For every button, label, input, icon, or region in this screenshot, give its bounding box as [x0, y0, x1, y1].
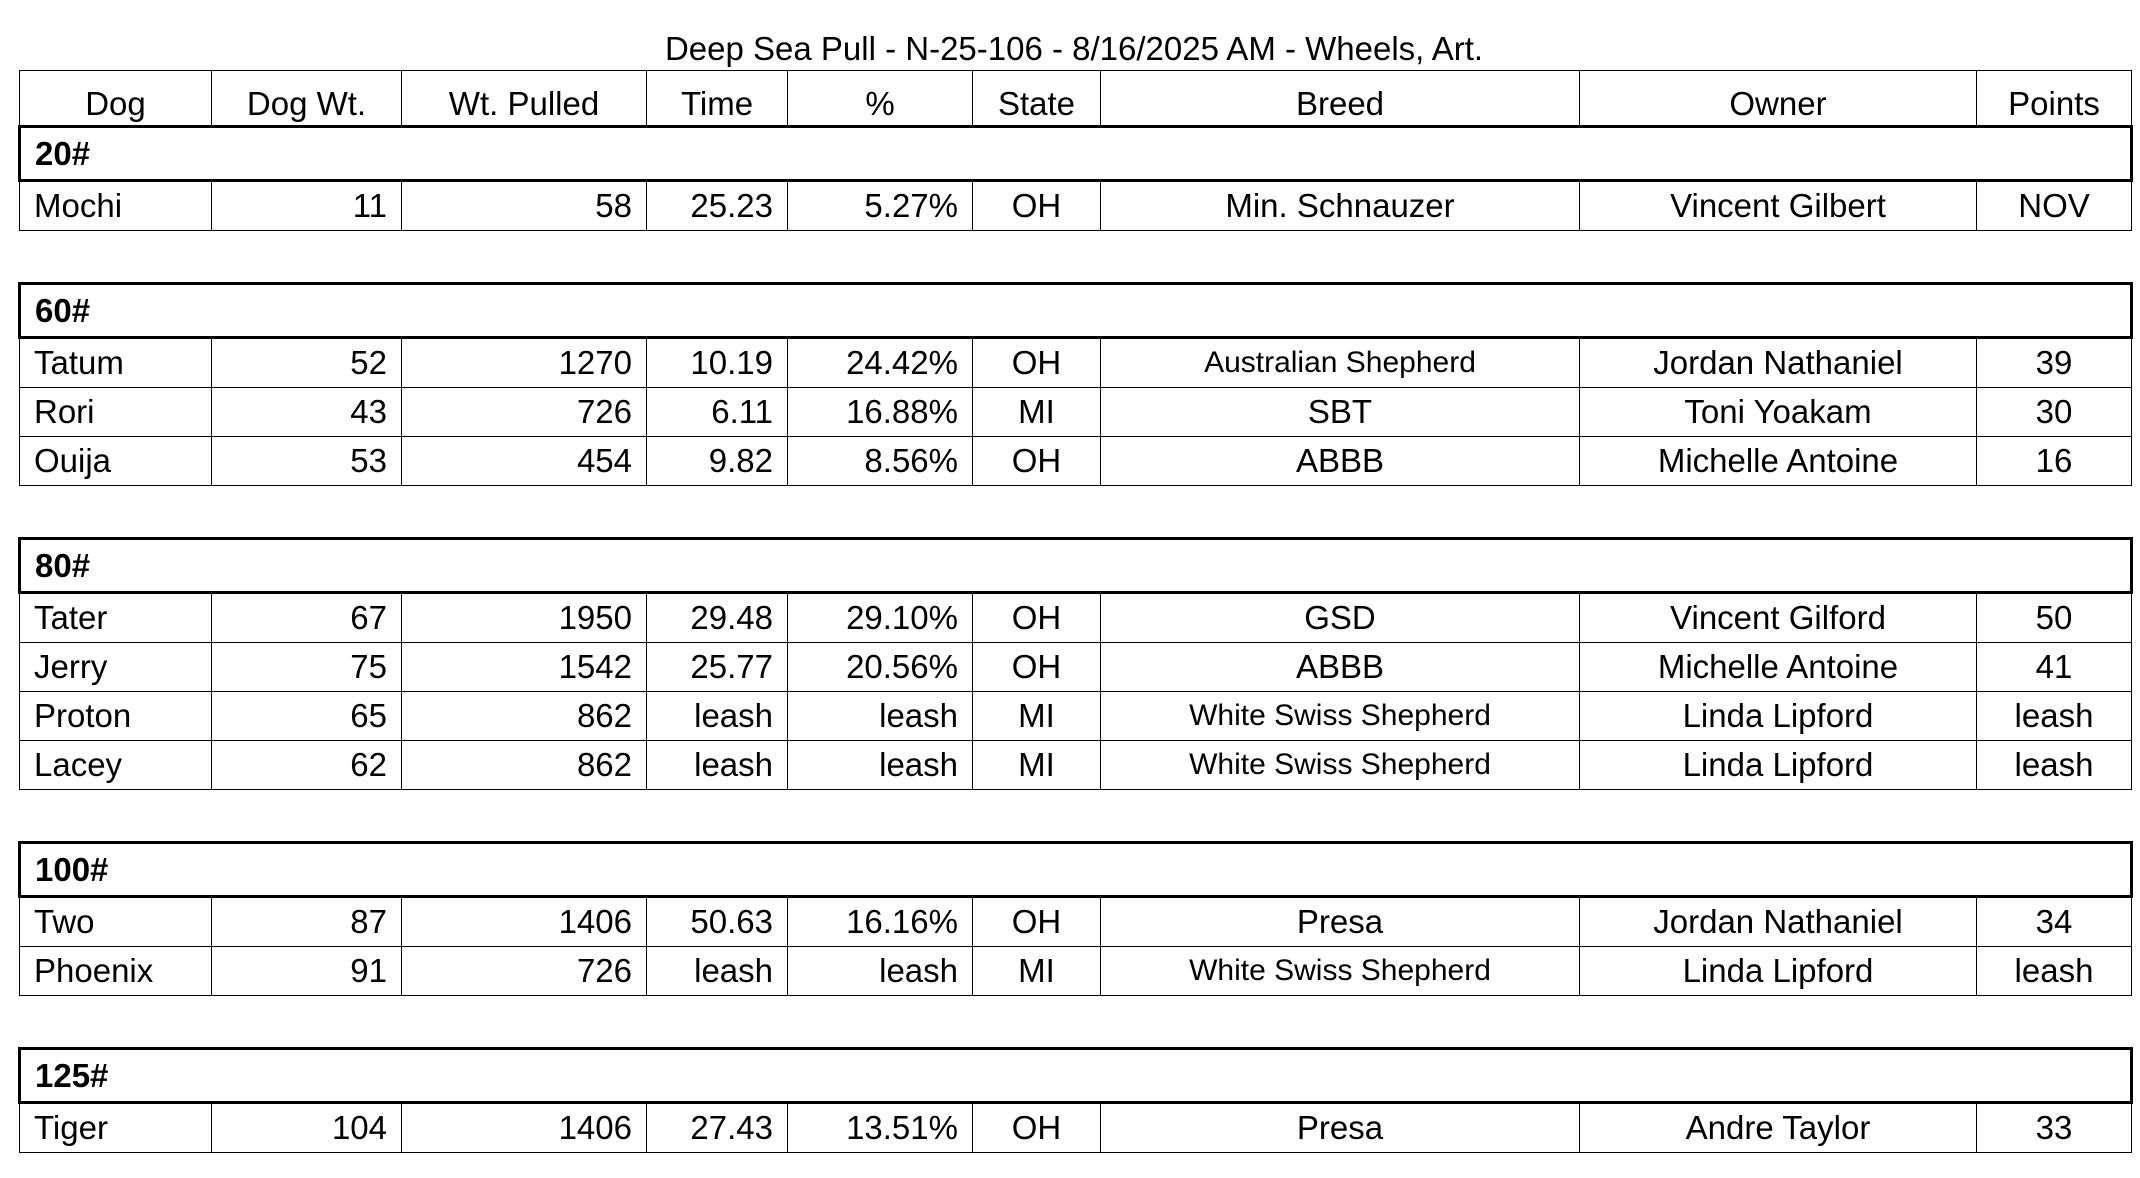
- owner-cell: Jordan Nathaniel: [1580, 897, 1977, 947]
- breed-cell: ABBB: [1101, 437, 1580, 486]
- weight-class-row: [20, 843, 2132, 897]
- spacer-cell: [20, 790, 2132, 843]
- weight-class-label: 80#: [20, 539, 2132, 593]
- table-row: [20, 593, 2132, 643]
- state-cell: MI: [973, 692, 1101, 741]
- owner-cell: Vincent Gilbert: [1580, 181, 1977, 231]
- dog-name-cell: Proton: [20, 692, 212, 741]
- dog-name-cell: Mochi: [20, 181, 212, 231]
- weight-pulled-cell: 862: [402, 741, 647, 790]
- dog-name-cell: Two: [20, 897, 212, 947]
- points-cell: 34: [1977, 897, 2132, 947]
- owner-cell: Linda Lipford: [1580, 947, 1977, 996]
- dog-name-cell: Tatum: [20, 338, 212, 388]
- dog-name-cell: Tater: [20, 593, 212, 643]
- weight-pulled-cell: 862: [402, 692, 647, 741]
- weight-pulled-cell: 1406: [402, 897, 647, 947]
- dog-weight-cell: 87: [212, 897, 402, 947]
- weight-pulled-cell: 1950: [402, 593, 647, 643]
- percent-cell: leash: [788, 741, 973, 790]
- time-cell: 9.82: [647, 437, 788, 486]
- dog-weight-cell: 91: [212, 947, 402, 996]
- weight-class-label: 100#: [20, 843, 2132, 897]
- spacer-cell: [20, 231, 2132, 284]
- group-spacer: [20, 790, 2132, 843]
- dog-weight-cell: 52: [212, 338, 402, 388]
- percent-cell: 24.42%: [788, 338, 973, 388]
- percent-cell: 20.56%: [788, 643, 973, 692]
- col-header-dog: Dog: [20, 71, 212, 127]
- weight-pulled-cell: 58: [402, 181, 647, 231]
- dog-name-cell: Jerry: [20, 643, 212, 692]
- percent-cell: leash: [788, 692, 973, 741]
- points-cell: 41: [1977, 643, 2132, 692]
- table-row: [20, 897, 2132, 947]
- percent-cell: 13.51%: [788, 1103, 973, 1153]
- percent-cell: 8.56%: [788, 437, 973, 486]
- dog-weight-cell: 53: [212, 437, 402, 486]
- points-cell: 33: [1977, 1103, 2132, 1153]
- dog-name-cell: Ouija: [20, 437, 212, 486]
- owner-cell: Linda Lipford: [1580, 741, 1977, 790]
- col-header-points: Points: [1977, 71, 2132, 127]
- dog-name-cell: Rori: [20, 388, 212, 437]
- state-cell: OH: [973, 593, 1101, 643]
- weight-pulled-cell: 1406: [402, 1103, 647, 1153]
- state-cell: OH: [973, 1103, 1101, 1153]
- dog-weight-cell: 104: [212, 1103, 402, 1153]
- time-cell: 50.63: [647, 897, 788, 947]
- table-row: [20, 1103, 2132, 1153]
- table-row: [20, 388, 2132, 437]
- table-row: [20, 643, 2132, 692]
- owner-cell: Toni Yoakam: [1580, 388, 1977, 437]
- time-cell: 6.11: [647, 388, 788, 437]
- points-cell: leash: [1977, 947, 2132, 996]
- weight-pulled-cell: 454: [402, 437, 647, 486]
- state-cell: MI: [973, 947, 1101, 996]
- owner-cell: Vincent Gilford: [1580, 593, 1977, 643]
- percent-cell: leash: [788, 947, 973, 996]
- weight-class-label: 20#: [20, 127, 2132, 181]
- col-header-time: Time: [647, 71, 788, 127]
- points-cell: leash: [1977, 741, 2132, 790]
- time-cell: 27.43: [647, 1103, 788, 1153]
- dog-weight-cell: 11: [212, 181, 402, 231]
- weight-pulled-cell: 1542: [402, 643, 647, 692]
- weight-class-row: [20, 1049, 2132, 1103]
- group-spacer: [20, 486, 2132, 539]
- owner-cell: Linda Lipford: [1580, 692, 1977, 741]
- breed-cell: Min. Schnauzer: [1101, 181, 1580, 231]
- breed-cell: SBT: [1101, 388, 1580, 437]
- time-cell: leash: [647, 692, 788, 741]
- sheet-title: Deep Sea Pull - N-25-106 - 8/16/2025 AM - Wheels, Art.: [664, 30, 1484, 67]
- state-cell: OH: [973, 338, 1101, 388]
- time-cell: 10.19: [647, 338, 788, 388]
- weight-class-row: [20, 284, 2132, 338]
- table-row: [20, 437, 2132, 486]
- dog-weight-cell: 62: [212, 741, 402, 790]
- owner-cell: Michelle Antoine: [1580, 643, 1977, 692]
- dog-name-cell: Lacey: [20, 741, 212, 790]
- time-cell: leash: [647, 947, 788, 996]
- owner-cell: Andre Taylor: [1580, 1103, 1977, 1153]
- breed-cell: White Swiss Shepherd: [1101, 692, 1580, 741]
- results-body: [20, 127, 2132, 1153]
- dog-name-cell: Phoenix: [20, 947, 212, 996]
- breed-cell: GSD: [1101, 593, 1580, 643]
- time-cell: 29.48: [647, 593, 788, 643]
- col-header-dog-weight: Dog Wt.: [212, 71, 402, 127]
- table-row: [20, 947, 2132, 996]
- table-row: [20, 741, 2132, 790]
- breed-cell: White Swiss Shepherd: [1101, 741, 1580, 790]
- state-cell: OH: [973, 897, 1101, 947]
- results-table: [18, 70, 2133, 1153]
- group-spacer: [20, 996, 2132, 1049]
- col-header-breed: Breed: [1101, 71, 1580, 127]
- points-cell: 16: [1977, 437, 2132, 486]
- owner-cell: Michelle Antoine: [1580, 437, 1977, 486]
- dog-weight-cell: 67: [212, 593, 402, 643]
- points-cell: 50: [1977, 593, 2132, 643]
- group-spacer: [20, 231, 2132, 284]
- state-cell: OH: [973, 181, 1101, 231]
- state-cell: OH: [973, 437, 1101, 486]
- percent-cell: 5.27%: [788, 181, 973, 231]
- dog-name-cell: Tiger: [20, 1103, 212, 1153]
- time-cell: 25.23: [647, 181, 788, 231]
- points-cell: 39: [1977, 338, 2132, 388]
- breed-cell: White Swiss Shepherd: [1101, 947, 1580, 996]
- weight-pulled-cell: 726: [402, 947, 647, 996]
- points-cell: 30: [1977, 388, 2132, 437]
- weight-class-label: 60#: [20, 284, 2132, 338]
- points-cell: NOV: [1977, 181, 2132, 231]
- col-header-weight-pulled: Wt. Pulled: [402, 71, 647, 127]
- time-cell: 25.77: [647, 643, 788, 692]
- weight-pulled-cell: 726: [402, 388, 647, 437]
- breed-cell: Presa: [1101, 1103, 1580, 1153]
- col-header-state: State: [973, 71, 1101, 127]
- weight-class-row: [20, 127, 2132, 181]
- table-row: [20, 338, 2132, 388]
- state-cell: MI: [973, 741, 1101, 790]
- state-cell: MI: [973, 388, 1101, 437]
- breed-cell: ABBB: [1101, 643, 1580, 692]
- dog-weight-cell: 75: [212, 643, 402, 692]
- table-row: [20, 181, 2132, 231]
- weight-class-row: [20, 539, 2132, 593]
- breed-cell: Presa: [1101, 897, 1580, 947]
- percent-cell: 16.88%: [788, 388, 973, 437]
- weight-pulled-cell: 1270: [402, 338, 647, 388]
- spacer-cell: [20, 486, 2132, 539]
- breed-cell: Australian Shepherd: [1101, 338, 1580, 388]
- time-cell: leash: [647, 741, 788, 790]
- col-header-owner: Owner: [1580, 71, 1977, 127]
- results-sheet: [18, 0, 2130, 1153]
- table-row: [20, 692, 2132, 741]
- state-cell: OH: [973, 643, 1101, 692]
- header-row: [20, 71, 2132, 127]
- dog-weight-cell: 43: [212, 388, 402, 437]
- spacer-cell: [20, 996, 2132, 1049]
- percent-cell: 29.10%: [788, 593, 973, 643]
- col-header-percent: %: [788, 71, 973, 127]
- weight-class-label: 125#: [20, 1049, 2132, 1103]
- owner-cell: Jordan Nathaniel: [1580, 338, 1977, 388]
- points-cell: leash: [1977, 692, 2132, 741]
- percent-cell: 16.16%: [788, 897, 973, 947]
- dog-weight-cell: 65: [212, 692, 402, 741]
